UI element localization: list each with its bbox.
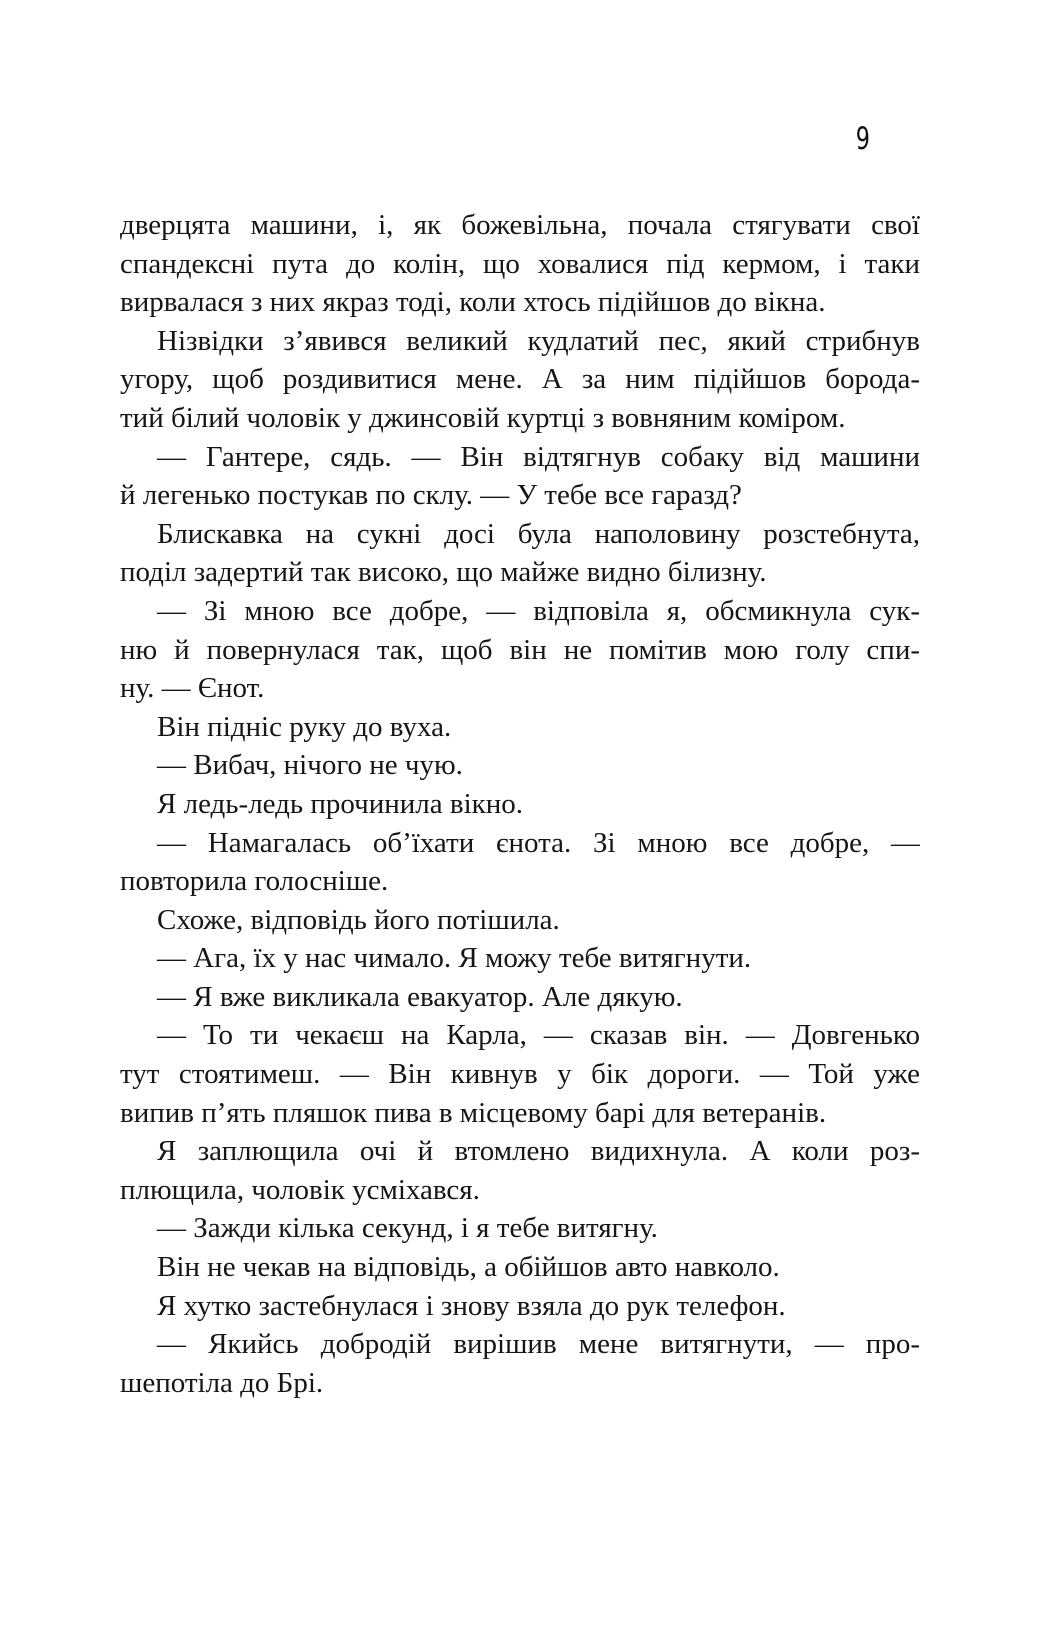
text-line: Він підніс руку до вуха. xyxy=(157,710,452,743)
text-line: — Я вже викликала евакуатор. Але дякую. xyxy=(157,980,683,1013)
text-line: плющила, чоловік усміхався. xyxy=(120,1173,480,1206)
text-line: Я хутко застебнулася і знову взяла до рук телефон. xyxy=(157,1289,786,1322)
text-line: випив п’ять пляшок пива в місцевому барі для ветеранів. xyxy=(120,1096,827,1129)
text-line: спандексні пута до колін, що ховалися під кермом, і таки xyxy=(120,247,920,280)
text-line: — Намагалась об’їхати єнота. Зі мною все добре, — xyxy=(157,826,920,859)
text-line: дверцята машини, і, як божевільна, почала стягувати свої xyxy=(120,209,920,241)
text-line: угору, щоб роздивитися мене. А за ним підійшов борода- xyxy=(120,363,920,396)
text-line: й легенько постукав по склу. — У тебе все гаразд? xyxy=(120,479,742,512)
text-line: тий білий чоловік у джинсовій куртці з вовняним коміром. xyxy=(120,401,846,434)
text-line: Нізвідки з’явився великий кудлатий пес, який стрибнув xyxy=(157,324,920,357)
text-line: — Вибач, нічого не чую. xyxy=(157,749,463,782)
text-line: — Ага, їх у нас чимало. Я можу тебе витягнути. xyxy=(157,942,752,975)
text-line: повторила голосніше. xyxy=(120,865,389,898)
text-line: Схоже, відповідь його потішила. xyxy=(157,903,560,936)
text-line: шепотіла до Брі. xyxy=(120,1366,324,1399)
text-line: — Гантере, сядь. — Він відтягнув собаку від машини xyxy=(157,440,920,473)
text-line: ну. — Єнот. xyxy=(120,672,265,705)
text-line: — Якийсь добродій вирішив мене витягнути, — про- xyxy=(157,1328,920,1361)
text-line: Блискавка на сукні досі була наполовину розстебнута, xyxy=(157,517,920,550)
text-line: поділ задертий так високо, що майже видно білизну. xyxy=(120,556,767,589)
text-line: ню й повернулася так, щоб він не помітив мою голу спи- xyxy=(120,633,920,666)
text-line: — Зі мною все добре, — відповіла я, обсмикнула сук- xyxy=(157,594,920,627)
text-line: тут стоятимеш. — Він кивнув у бік дороги. — Той уже xyxy=(120,1058,920,1091)
text-line: Я заплющила очі й втомлено видихнула. А коли роз- xyxy=(157,1135,920,1168)
text-line: — То ти чекаєш на Карла, — сказав він. — Довгенько xyxy=(157,1019,920,1052)
page-number: 9 xyxy=(855,121,870,157)
text-line: Він не чекав на відповідь, а обійшов авто навколо. xyxy=(157,1251,780,1284)
text-line: — Зажди кілька секунд, і я тебе витягну. xyxy=(157,1212,658,1245)
text-line: вирвалася з них якраз тоді, коли хтось підійшов до вікна. xyxy=(120,286,826,319)
text-block xyxy=(120,206,920,1402)
text-line: Я ледь-ледь прочинила вікно. xyxy=(157,787,523,820)
